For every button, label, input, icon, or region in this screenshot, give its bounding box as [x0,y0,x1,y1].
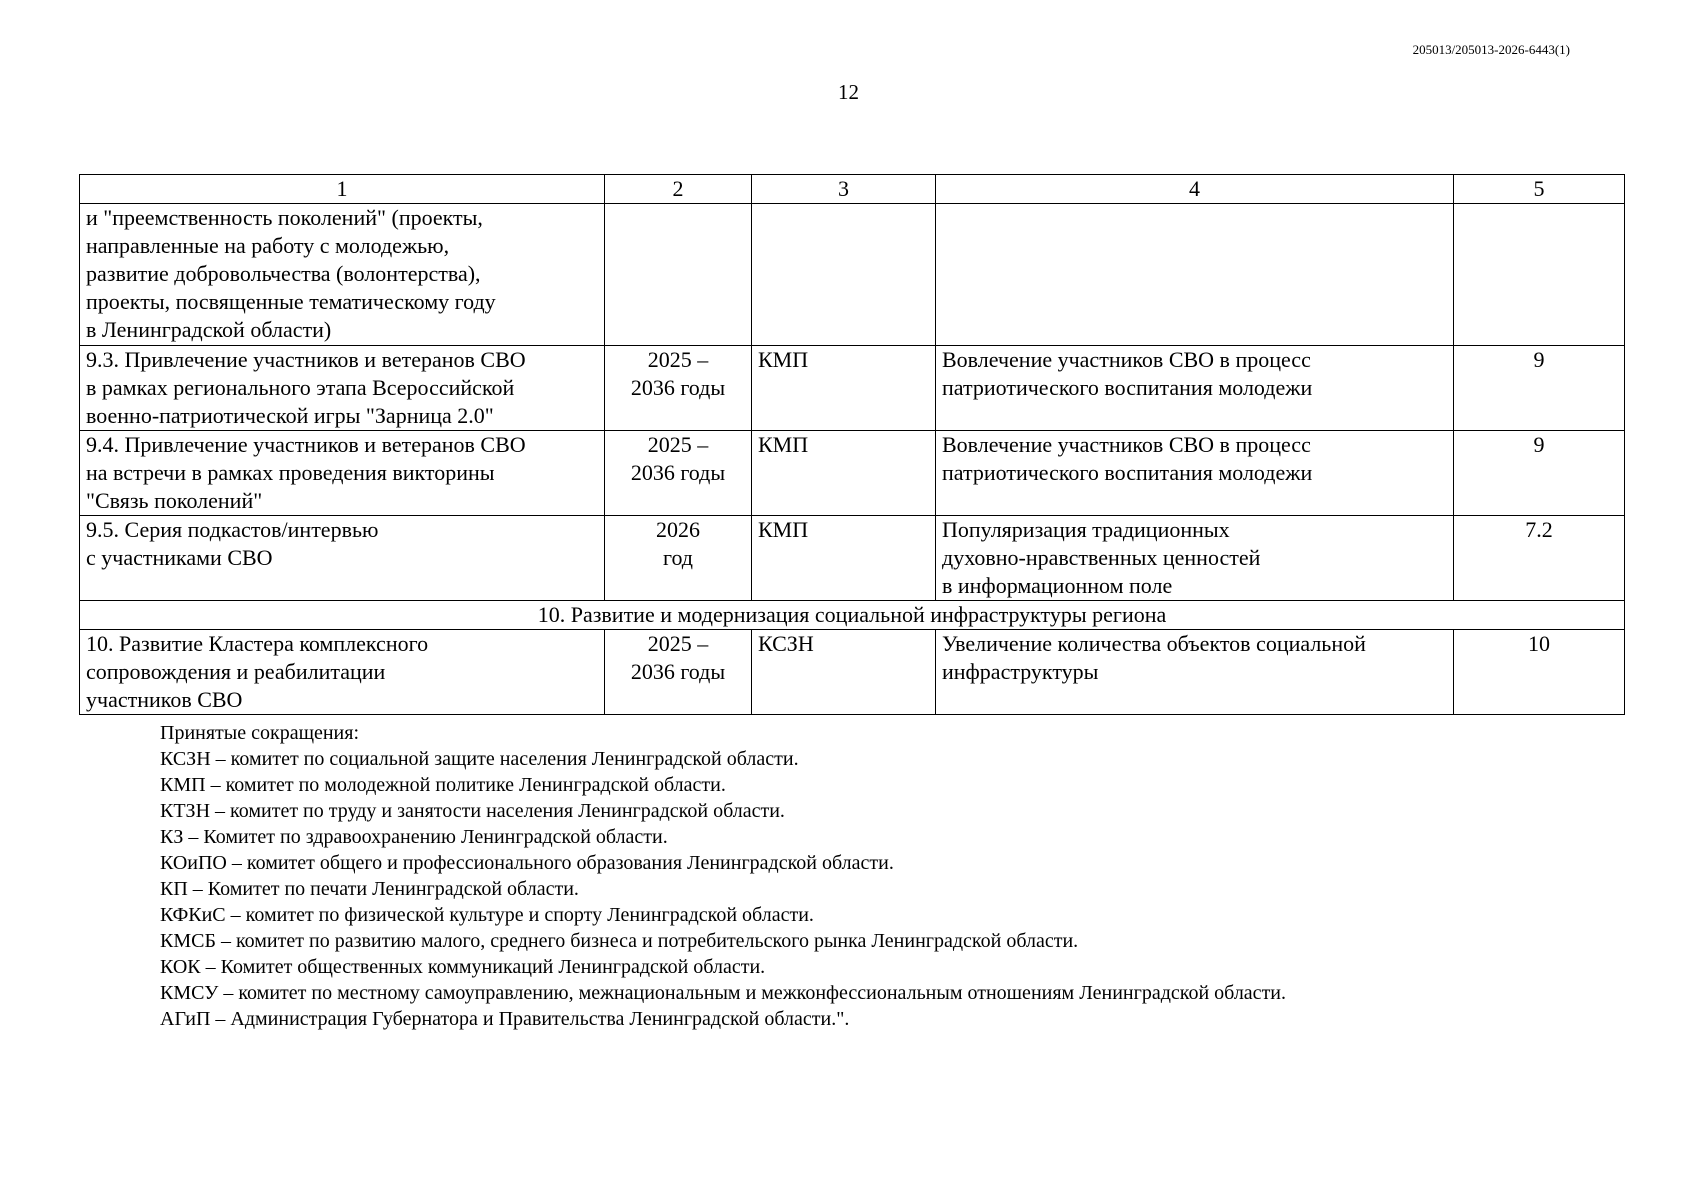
column-number: 1 [80,175,605,204]
result-cell: Вовлечение участников СВО в процесс патриотического воспитания молодежи [936,431,1454,516]
abbreviation-item: КЗ – Комитет по здравоохранению Ленинградской области. [160,826,668,848]
section-header-row [80,601,1625,630]
executor-cell [752,204,936,346]
table-row [80,346,1625,431]
executor-cell: КМП [752,346,936,431]
table-row [80,516,1625,601]
indicator-cell [1454,204,1625,346]
period-cell: 2025 – 2036 годы [605,431,752,516]
indicator-cell: 7.2 [1454,516,1625,601]
measure-name-cell: и "преемственность поколений" (проекты, направленные на работу с молодежью, развитие добровольчества (волонтерства), проекты, посвященные тематическому году в Ленинградской области) [80,204,605,346]
result-cell: Популяризация традиционных духовно-нравственных ценностей в информационном поле [936,516,1454,601]
table-row [80,630,1625,715]
indicator-cell: 9 [1454,346,1625,431]
abbreviation-item: КТЗН – комитет по труду и занятости населения Ленинградской области. [160,800,785,822]
period-cell [605,204,752,346]
abbreviation-item: КП – Комитет по печати Ленинградской области. [160,878,579,900]
column-number: 4 [936,175,1454,204]
column-number: 5 [1454,175,1625,204]
page-number: 12 [838,80,859,104]
executor-cell: КМП [752,431,936,516]
table-row [80,204,1625,346]
document-id: 205013/205013-2026-6443(1) [1412,42,1570,57]
measure-name-cell: 9.3. Привлечение участников и ветеранов СВО в рамках регионального этапа Всероссийской военно-патриотической игры "Зарница 2.0" [80,346,605,431]
abbreviation-item: КМП – комитет по молодежной политике Ленинградской области. [160,774,726,796]
abbreviation-item: КМСУ – комитет по местному самоуправлению, межнациональным и межконфессиональным отношениям Ленинградской области. [160,982,1287,1004]
abbreviation-item: КОиПО – комитет общего и профессионального образования Ленинградской области. [160,852,894,874]
executor-cell: КСЗН [752,630,936,715]
measure-name-cell: 9.5. Серия подкастов/интервью с участниками СВО [80,516,605,601]
measure-name-cell: 10. Развитие Кластера комплексного сопровождения и реабилитации участников СВО [80,630,605,715]
period-cell: 2025 – 2036 годы [605,630,752,715]
result-cell [936,204,1454,346]
period-cell: 2025 – 2036 годы [605,346,752,431]
abbreviation-item: КМСБ – комитет по развитию малого, среднего бизнеса и потребительского рынка Ленинградской области. [160,930,1079,952]
result-cell: Увеличение количества объектов социальной инфраструктуры [936,630,1454,715]
abbreviation-item: АГиП – Администрация Губернатора и Правительства Ленинградской области.". [160,1008,850,1030]
executor-cell: КМП [752,516,936,601]
measure-name-cell: 9.4. Привлечение участников и ветеранов СВО на встречи в рамках проведения викторины "Связь поколений" [80,431,605,516]
column-number: 2 [605,175,752,204]
table-header-row [80,175,1625,204]
result-cell: Вовлечение участников СВО в процесс патриотического воспитания молодежи [936,346,1454,431]
period-cell: 2026 год [605,516,752,601]
table-row [80,431,1625,516]
indicator-cell: 9 [1454,431,1625,516]
abbreviations-list [160,720,1286,1032]
abbreviations-title: Принятые сокращения: [160,722,360,744]
column-number: 3 [752,175,936,204]
abbreviation-item: КСЗН – комитет по социальной защите населения Ленинградской области. [160,748,799,770]
indicator-cell: 10 [1454,630,1625,715]
abbreviation-item: КОК – Комитет общественных коммуникаций Ленинградской области. [160,956,766,978]
abbreviation-item: КФКиС – комитет по физической культуре и спорту Ленинградской области. [160,904,814,926]
program-table [79,174,1625,715]
section-title: 10. Развитие и модернизация социальной инфраструктуры региона [80,601,1625,630]
